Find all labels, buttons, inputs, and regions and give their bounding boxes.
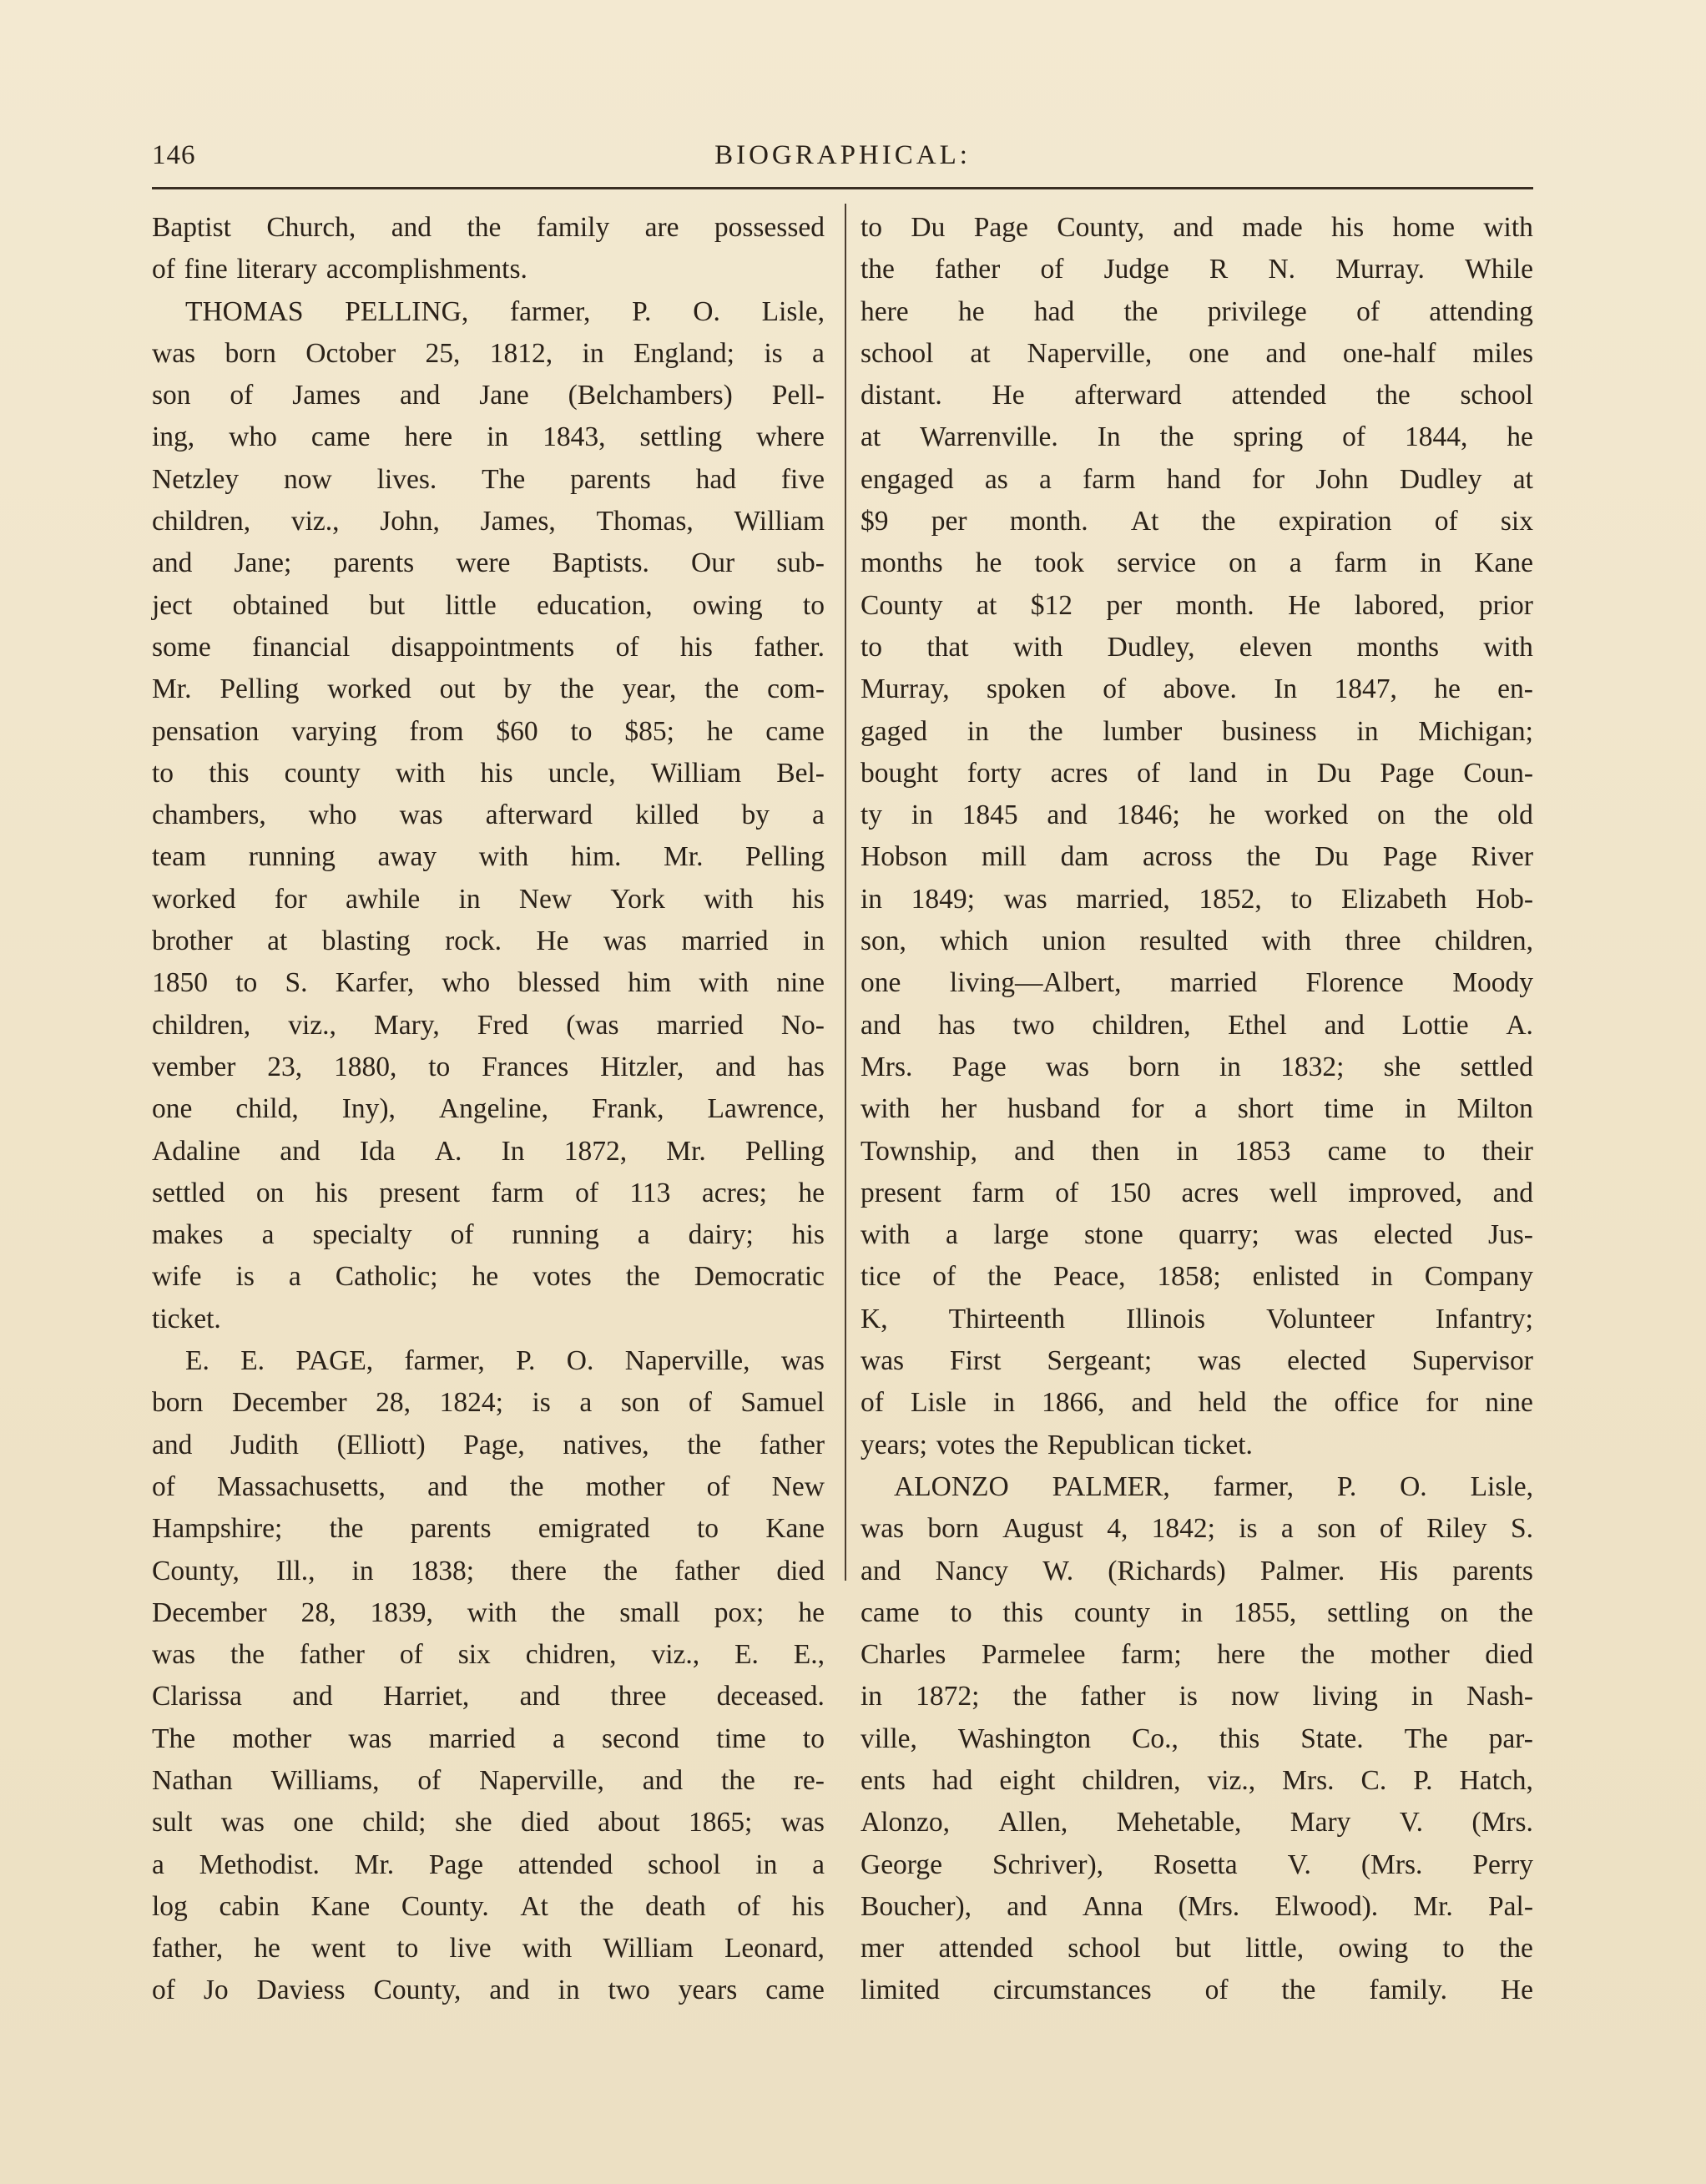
text-line: with a large stone quarry; was elected Jus- bbox=[861, 1219, 1533, 1251]
text-line: Hampshire; the parents emigrated to Kane bbox=[152, 1513, 825, 1545]
text-line: some financial disappointments of his father. bbox=[152, 631, 825, 663]
text-line: to Du Page County, and made his home with bbox=[861, 212, 1533, 243]
text-line: limited circumstances of the family. He bbox=[861, 1975, 1533, 2006]
text-line: Baptist Church, and the family are possessed bbox=[152, 212, 825, 243]
text-line: to this county with his uncle, William Bel- bbox=[152, 757, 825, 789]
text-line: was First Sergeant; was elected Supervisor bbox=[861, 1345, 1533, 1377]
text-line: worked for awhile in New York with his bbox=[152, 883, 825, 915]
text-line: George Schriver), Rosetta V. (Mrs. Perry bbox=[861, 1849, 1533, 1880]
right-text-column bbox=[861, 207, 1533, 2012]
text-line: and has two children, Ethel and Lottie A. bbox=[861, 1009, 1533, 1041]
text-line: vember 23, 1880, to Frances Hitzler, and has bbox=[152, 1051, 825, 1082]
text-line: log cabin Kane County. At the death of his bbox=[152, 1890, 825, 1922]
text-line: Netzley now lives. The parents had five bbox=[152, 463, 825, 495]
text-line: and Judith (Elliott) Page, natives, the father bbox=[152, 1429, 825, 1460]
text-line: the father of Judge R N. Murray. While bbox=[861, 254, 1533, 285]
text-line: team running away with him. Mr. Pelling bbox=[152, 841, 825, 873]
text-line: wife is a Catholic; he votes the Democratic bbox=[152, 1261, 825, 1293]
text-line: ALONZO PALMER, farmer, P. O. Lisle, bbox=[894, 1470, 1533, 1502]
text-line: Hobson mill dam across the Du Page River bbox=[861, 841, 1533, 873]
text-line: chambers, who was afterward killed by a bbox=[152, 799, 825, 831]
text-line: to that with Dudley, eleven months with bbox=[861, 631, 1533, 663]
text-line: one child, Iny), Angeline, Frank, Lawrence, bbox=[152, 1093, 825, 1125]
text-line: sult was one child; she died about 1865; was bbox=[152, 1807, 825, 1838]
text-line: ty in 1845 and 1846; he worked on the old bbox=[861, 799, 1533, 831]
text-line: at Warrenville. In the spring of 1844, he bbox=[861, 421, 1533, 453]
text-line: of Lisle in 1866, and held the office for nine bbox=[861, 1387, 1533, 1419]
text-line: Boucher), and Anna (Mrs. Elwood). Mr. Pal- bbox=[861, 1890, 1533, 1922]
text-line: $9 per month. At the expiration of six bbox=[861, 506, 1533, 537]
text-line: Murray, spoken of above. In 1847, he en- bbox=[861, 673, 1533, 705]
text-line: present farm of 150 acres well improved, and bbox=[861, 1177, 1533, 1208]
text-line: of Massachusetts, and the mother of New bbox=[152, 1470, 825, 1502]
page-header bbox=[152, 140, 1533, 174]
text-line: distant. He afterward attended the school bbox=[861, 380, 1533, 411]
text-line: K, Thirteenth Illinois Volunteer Infantry; bbox=[861, 1303, 1533, 1334]
text-line: E. E. PAGE, farmer, P. O. Naperville, was bbox=[185, 1345, 825, 1377]
text-line: pensation varying from $60 to $85; he came bbox=[152, 715, 825, 747]
text-line: months he took service on a farm in Kane bbox=[861, 547, 1533, 579]
text-line: gaged in the lumber business in Michigan; bbox=[861, 715, 1533, 747]
text-line: ville, Washington Co., this State. The par- bbox=[861, 1722, 1533, 1754]
text-line: December 28, 1839, with the small pox; he bbox=[152, 1596, 825, 1628]
column-divider bbox=[845, 204, 846, 1581]
text-line: and Jane; parents were Baptists. Our sub- bbox=[152, 547, 825, 579]
text-line: born December 28, 1824; is a son of Samuel bbox=[152, 1387, 825, 1419]
text-line: one living—Albert, married Florence Moody bbox=[861, 967, 1533, 999]
text-line: Adaline and Ida A. In 1872, Mr. Pelling bbox=[152, 1135, 825, 1167]
text-line: was born August 4, 1842; is a son of Riley S. bbox=[861, 1513, 1533, 1545]
text-line: Alonzo, Allen, Mehetable, Mary V. (Mrs. bbox=[861, 1807, 1533, 1838]
text-line: son, which union resulted with three children, bbox=[861, 926, 1533, 957]
text-line: ents had eight children, viz., Mrs. C. P. Hatch, bbox=[861, 1764, 1533, 1796]
text-line: years; votes the Republican ticket. bbox=[861, 1429, 1253, 1460]
left-text-column bbox=[152, 207, 825, 2012]
text-line: engaged as a farm hand for John Dudley at bbox=[861, 463, 1533, 495]
text-line: son of James and Jane (Belchambers) Pell- bbox=[152, 380, 825, 411]
text-line: brother at blasting rock. He was married in bbox=[152, 926, 825, 957]
text-line: mer attended school but little, owing to the bbox=[861, 1933, 1533, 1965]
text-line: County, Ill., in 1838; there the father died bbox=[152, 1555, 825, 1586]
text-line: Clarissa and Harriet, and three deceased. bbox=[152, 1681, 825, 1712]
text-line: came to this county in 1855, settling on the bbox=[861, 1596, 1533, 1628]
text-line: 1850 to S. Karfer, who blessed him with nine bbox=[152, 967, 825, 999]
page-number: 146 bbox=[152, 140, 196, 170]
text-line: of fine literary accomplishments. bbox=[152, 254, 527, 285]
text-line: Mr. Pelling worked out by the year, the com- bbox=[152, 673, 825, 705]
text-line: Township, and then in 1853 came to their bbox=[861, 1135, 1533, 1167]
text-line: was born October 25, 1812, in England; is a bbox=[152, 337, 825, 369]
text-line: and Nancy W. (Richards) Palmer. His parents bbox=[861, 1555, 1533, 1586]
text-line: Nathan Williams, of Naperville, and the re- bbox=[152, 1764, 825, 1796]
text-line: with her husband for a short time in Milton bbox=[861, 1093, 1533, 1125]
text-line: children, viz., Mary, Fred (was married No- bbox=[152, 1009, 825, 1041]
text-line: settled on his present farm of 113 acres; he bbox=[152, 1177, 825, 1208]
text-line: in 1849; was married, 1852, to Elizabeth Hob- bbox=[861, 883, 1533, 915]
text-line: was the father of six chidren, viz., E. E., bbox=[152, 1639, 825, 1671]
text-line: Mrs. Page was born in 1832; she settled bbox=[861, 1051, 1533, 1082]
text-line: of Jo Daviess County, and in two years came bbox=[152, 1975, 825, 2006]
running-title: BIOGRAPHICAL: bbox=[714, 140, 971, 170]
text-line: children, viz., John, James, Thomas, William bbox=[152, 506, 825, 537]
text-line: a Methodist. Mr. Page attended school in a bbox=[152, 1849, 825, 1880]
text-line: tice of the Peace, 1858; enlisted in Company bbox=[861, 1261, 1533, 1293]
text-line: The mother was married a second time to bbox=[152, 1722, 825, 1754]
text-line: father, he went to live with William Leonard, bbox=[152, 1933, 825, 1965]
text-line: County at $12 per month. He labored, prior bbox=[861, 589, 1533, 621]
text-line: THOMAS PELLING, farmer, P. O. Lisle, bbox=[185, 295, 825, 327]
text-line: in 1872; the father is now living in Nash- bbox=[861, 1681, 1533, 1712]
header-rule bbox=[152, 187, 1533, 189]
text-line: bought forty acres of land in Du Page Coun- bbox=[861, 757, 1533, 789]
text-line: ing, who came here in 1843, settling where bbox=[152, 421, 825, 453]
text-line: Charles Parmelee farm; here the mother died bbox=[861, 1639, 1533, 1671]
text-line: school at Naperville, one and one-half miles bbox=[861, 337, 1533, 369]
text-line: here he had the privilege of attending bbox=[861, 295, 1533, 327]
text-line: ject obtained but little education, owing to bbox=[152, 589, 825, 621]
text-line: makes a specialty of running a dairy; his bbox=[152, 1219, 825, 1251]
text-line: ticket. bbox=[152, 1303, 221, 1334]
